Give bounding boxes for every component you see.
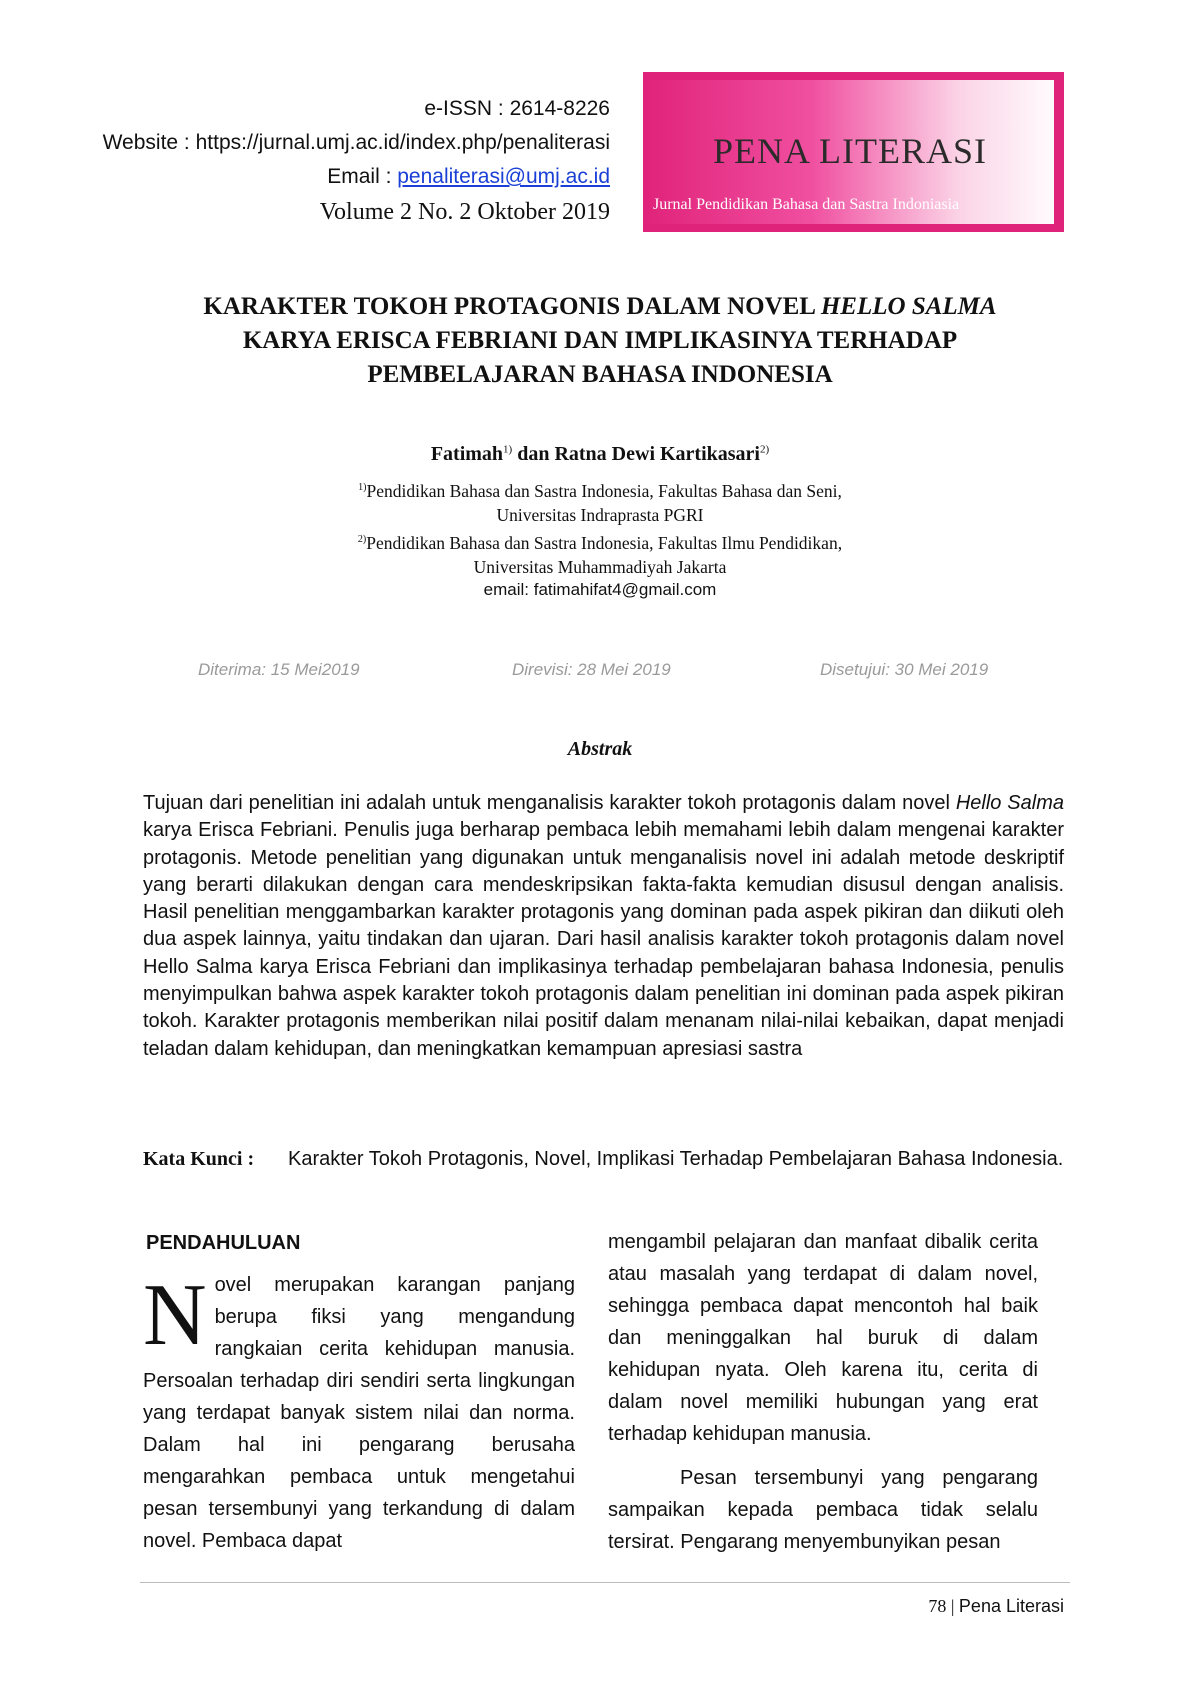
intro-right-column xyxy=(608,1226,1038,1558)
footer-journal: Pena Literasi xyxy=(958,1596,1064,1616)
intro-left-column xyxy=(143,1269,575,1557)
author-1: Fatimah xyxy=(430,443,504,465)
page-number: 78 xyxy=(928,1596,947,1616)
title-novel-name: HELLO SALMA xyxy=(820,293,997,320)
logo-subtitle: Jurnal Pendidikan Bahasa dan Sastra Indoniasia xyxy=(653,196,960,213)
author-1-sup: 1) xyxy=(503,443,513,456)
date-received: Diterima: 15 Mei2019 xyxy=(198,660,360,679)
journal-header-info xyxy=(103,92,610,230)
email-line xyxy=(103,160,610,194)
email-link[interactable]: penaliterasi@umj.ac.id xyxy=(397,165,610,188)
issn-text: e-ISSN : 2614-8226 xyxy=(424,97,610,120)
keywords-label: Kata Kunci : xyxy=(143,1148,255,1170)
date-approved: Disetujui: 30 Mei 2019 xyxy=(820,660,989,679)
abstract-novel-name: Hello Salma xyxy=(955,792,1064,814)
title-line-3: PEMBELAJARAN BAHASA INDONESIA xyxy=(367,361,833,388)
abstract-text-pre: Tujuan dari penelitian ini adalah untuk menganalisis karakter tokoh protagonis dalam novel xyxy=(143,792,956,814)
footer-separator: | xyxy=(946,1596,959,1616)
dropcap-letter: N xyxy=(143,1267,207,1364)
intro-right-para-2: Pesan tersembunyi yang pengarang sampaikan kepada pembaca tidak selalu tersirat. Pengarang menyembunyikan pesan xyxy=(608,1467,1038,1553)
author-2: Ratna Dewi Kartikasari xyxy=(554,443,760,465)
affiliation-1 xyxy=(100,476,1100,527)
authors-line xyxy=(100,443,1100,466)
section-heading: PENDAHULUAN xyxy=(146,1232,301,1254)
logo-title: PENA LITERASI xyxy=(713,131,987,171)
affil-2-line-2: Universitas Muhammadiyah Jakarta xyxy=(473,556,727,577)
intro-left-text: ovel merupakan karangan panjang berupa fiksi yang mengandung rangkaian cerita kehidupan manusia. Persoalan terhadap diri sendiri serta lingkungan yang terdapat banyak sistem nilai dan norma. Dalam hal ini pengarang berusaha mengarahkan pembaca untuk mengetahui pesan tersembunyi yang terkandung di dalam novel. Pembaca dapat xyxy=(143,1274,575,1552)
abstract-heading: Abstrak xyxy=(567,738,633,760)
email-label: Email : xyxy=(327,165,398,188)
journal-logo xyxy=(643,72,1064,232)
affil-2-sup: 2) xyxy=(357,534,367,545)
footer-divider xyxy=(140,1582,1070,1583)
website-text: Website : https://jurnal.umj.ac.id/index.php/penaliterasi xyxy=(102,131,610,154)
abstract-text-post: karya Erisca Febriani. Penulis juga berharap pembaca lebih memahami lebih dalam mengenai karakter protagonis. Metode penelitian yang digunakan untuk menganalisis novel ini adalah metode deskriptif yang berarti dilakukan dengan cara mendeskripsikan fakta-fakta kemudian disusul dengan analisis. Hasil penelitian menggambarkan karakter protagonis yang dominan pada aspek pikiran dan diikuti oleh dua aspek lainnya, yaitu tindakan dan ujaran. Dari hasil analisis karakter tokoh protagonis dalam novel Hello Salma karya Erisca Febriani dan implikasinya terhadap pembelajaran bahasa Indonesia, penulis menyimpulkan bahwa aspek karakter tokoh protagonis dalam penelitian ini dominan pada aspek pikiran tokoh. Karakter protagonis memberikan nilai positif dalam menanam nilai-nilai kebaikan, dapat menjadi teladan dalam kehidupan, dan meningkatkan kemampuan apresiasi sastra xyxy=(143,819,1064,1060)
author-email: email: fatimahifat4@gmail.com xyxy=(483,580,717,599)
author-2-sup: 2) xyxy=(760,443,770,456)
title-line-1 xyxy=(100,290,1100,324)
affil-1-line-1: Pendidikan Bahasa dan Sastra Indonesia, Fakultas Bahasa dan Seni, xyxy=(366,480,842,501)
keywords-value: Karakter Tokoh Protagonis, Novel, Implikasi Terhadap Pembelajaran Bahasa Indonesia. xyxy=(288,1148,1064,1170)
volume-text: Volume 2 No. 2 Oktober 2019 xyxy=(319,199,610,225)
affil-1-line-2: Universitas Indraprasta PGRI xyxy=(496,504,704,525)
affil-1-sup: 1) xyxy=(358,482,367,493)
authors-connector: dan xyxy=(512,443,555,465)
affil-2-line-1: Pendidikan Bahasa dan Sastra Indonesia, Fakultas Ilmu Pendidikan, xyxy=(366,532,843,553)
affiliation-2 xyxy=(100,528,1100,579)
article-title xyxy=(100,290,1100,392)
title-line-1-text: KARAKTER TOKOH PROTAGONIS DALAM NOVEL xyxy=(203,293,821,320)
page-footer xyxy=(928,1596,1064,1617)
abstract-body xyxy=(143,790,1064,1063)
intro-right-para-1: mengambil pelajaran dan manfaat dibalik cerita atau masalah yang terdapat di dalam novel, sehingga pembaca dapat mencontoh hal baik dan meninggalkan hal buruk di dalam kehidupan nyata. Oleh karena itu, cerita di dalam novel memiliki hubungan yang erat terhadap kehidupan manusia. xyxy=(608,1231,1038,1445)
date-revised: Direvisi: 28 Mei 2019 xyxy=(512,660,671,679)
title-line-2: KARYA ERISCA FEBRIANI DAN IMPLIKASINYA TERHADAP xyxy=(242,327,958,354)
